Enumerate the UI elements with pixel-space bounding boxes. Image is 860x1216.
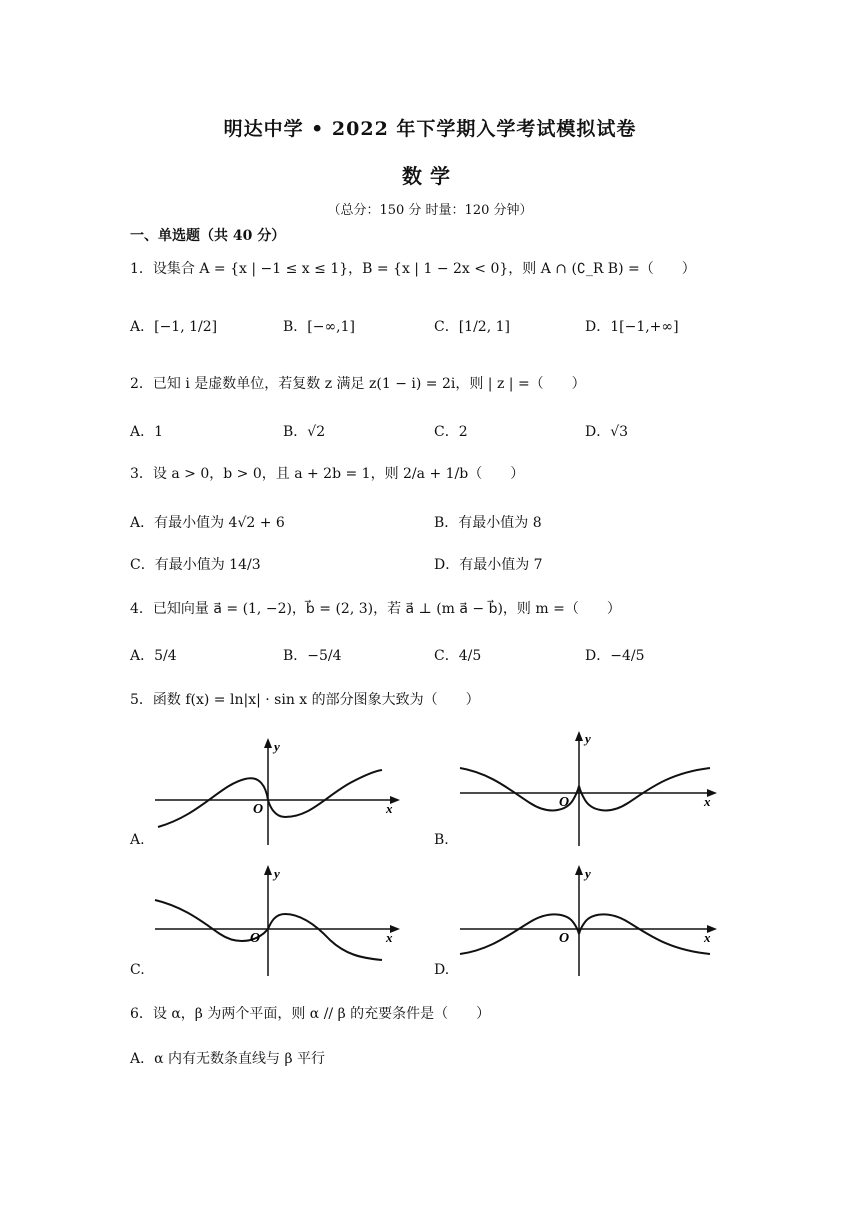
q6-option-a: A．α 内有无数条直线与 β 平行	[130, 1051, 326, 1067]
graph-c-y-label: y	[274, 866, 280, 881]
graph-c-origin-label: O	[250, 931, 261, 946]
q1-option-b: B．[−∞,1]	[283, 319, 355, 335]
q3-option-d: D．有最小值为 7	[434, 557, 543, 573]
graph-option-b	[455, 728, 725, 850]
question-2-stem: 2．已知 i 是虚数单位，若复数 z 满足 z(1 − i) = 2i，则 | z | =（ ）	[130, 376, 586, 392]
q1-option-c: C．[1/2, 1]	[434, 319, 510, 335]
q3-option-c: C．有最小值为 14/3	[130, 557, 261, 573]
q4-option-c: C．4/5	[434, 648, 482, 664]
graph-b-label: B.	[434, 832, 449, 848]
q4-option-a: A．5/4	[130, 648, 177, 664]
graph-d-label: D.	[434, 962, 450, 978]
graph-b-origin-label: O	[559, 795, 570, 810]
graph-a-label: A.	[130, 832, 145, 848]
graph-b-x-label: x	[704, 794, 711, 809]
question-1-stem: 1．设集合 A = {x | −1 ≤ x ≤ 1}，B = {x | 1 − 2x < 0}，则 A ∩ (∁_R B) =（ ）	[130, 261, 696, 277]
subject-title: 数学	[402, 164, 458, 188]
q2-option-d: D．√3	[585, 424, 629, 440]
exam-info: （总分：150 分 时量：120 分钟）	[327, 203, 533, 218]
graph-a-x-label: x	[386, 801, 393, 816]
graph-c-label: C.	[130, 962, 145, 978]
q3-option-b: B．有最小值为 8	[434, 515, 542, 531]
graph-b-y-label: y	[585, 731, 591, 746]
q1-option-d: D．1[−1,+∞]	[585, 319, 679, 335]
q1-option-a: A．[−1, 1/2]	[130, 319, 218, 335]
q3-option-a: A．有最小值为 4√2 + 6	[130, 515, 285, 531]
graph-option-a	[150, 735, 410, 850]
graph-c-x-label: x	[386, 930, 393, 945]
graph-a-y-label: y	[274, 739, 280, 754]
graph-option-d	[455, 862, 725, 980]
exam-title: 明达中学 • 2022 年下学期入学考试模拟试卷	[223, 118, 637, 140]
q2-option-c: C．2	[434, 424, 468, 440]
q2-option-a: A．1	[130, 424, 164, 440]
graph-option-c	[150, 862, 410, 980]
question-4-stem: 4．已知向量 a⃗ = (1, −2)，b⃗ = (2, 3)，若 a⃗ ⊥ (m a⃗ − b⃗)，则 m =（ ）	[130, 601, 621, 617]
graph-d-x-label: x	[704, 930, 711, 945]
graph-a-origin-label: O	[253, 802, 264, 817]
q4-option-d: D．−4/5	[585, 648, 645, 664]
question-5-stem: 5．函数 f(x) = ln|x| · sin x 的部分图象大致为（ ）	[130, 692, 480, 708]
question-6-stem: 6．设 α，β 为两个平面，则 α // β 的充要条件是（ ）	[130, 1006, 491, 1022]
graph-d-origin-label: O	[559, 931, 570, 946]
q2-option-b: B．√2	[283, 424, 326, 440]
section-heading: 一、单选题（共 40 分）	[130, 228, 286, 244]
graph-d-y-label: y	[585, 866, 591, 881]
q4-option-b: B．−5/4	[283, 648, 342, 664]
question-3-stem: 3．设 a > 0，b > 0，且 a + 2b = 1，则 2/a + 1/b（ ）	[130, 466, 525, 482]
